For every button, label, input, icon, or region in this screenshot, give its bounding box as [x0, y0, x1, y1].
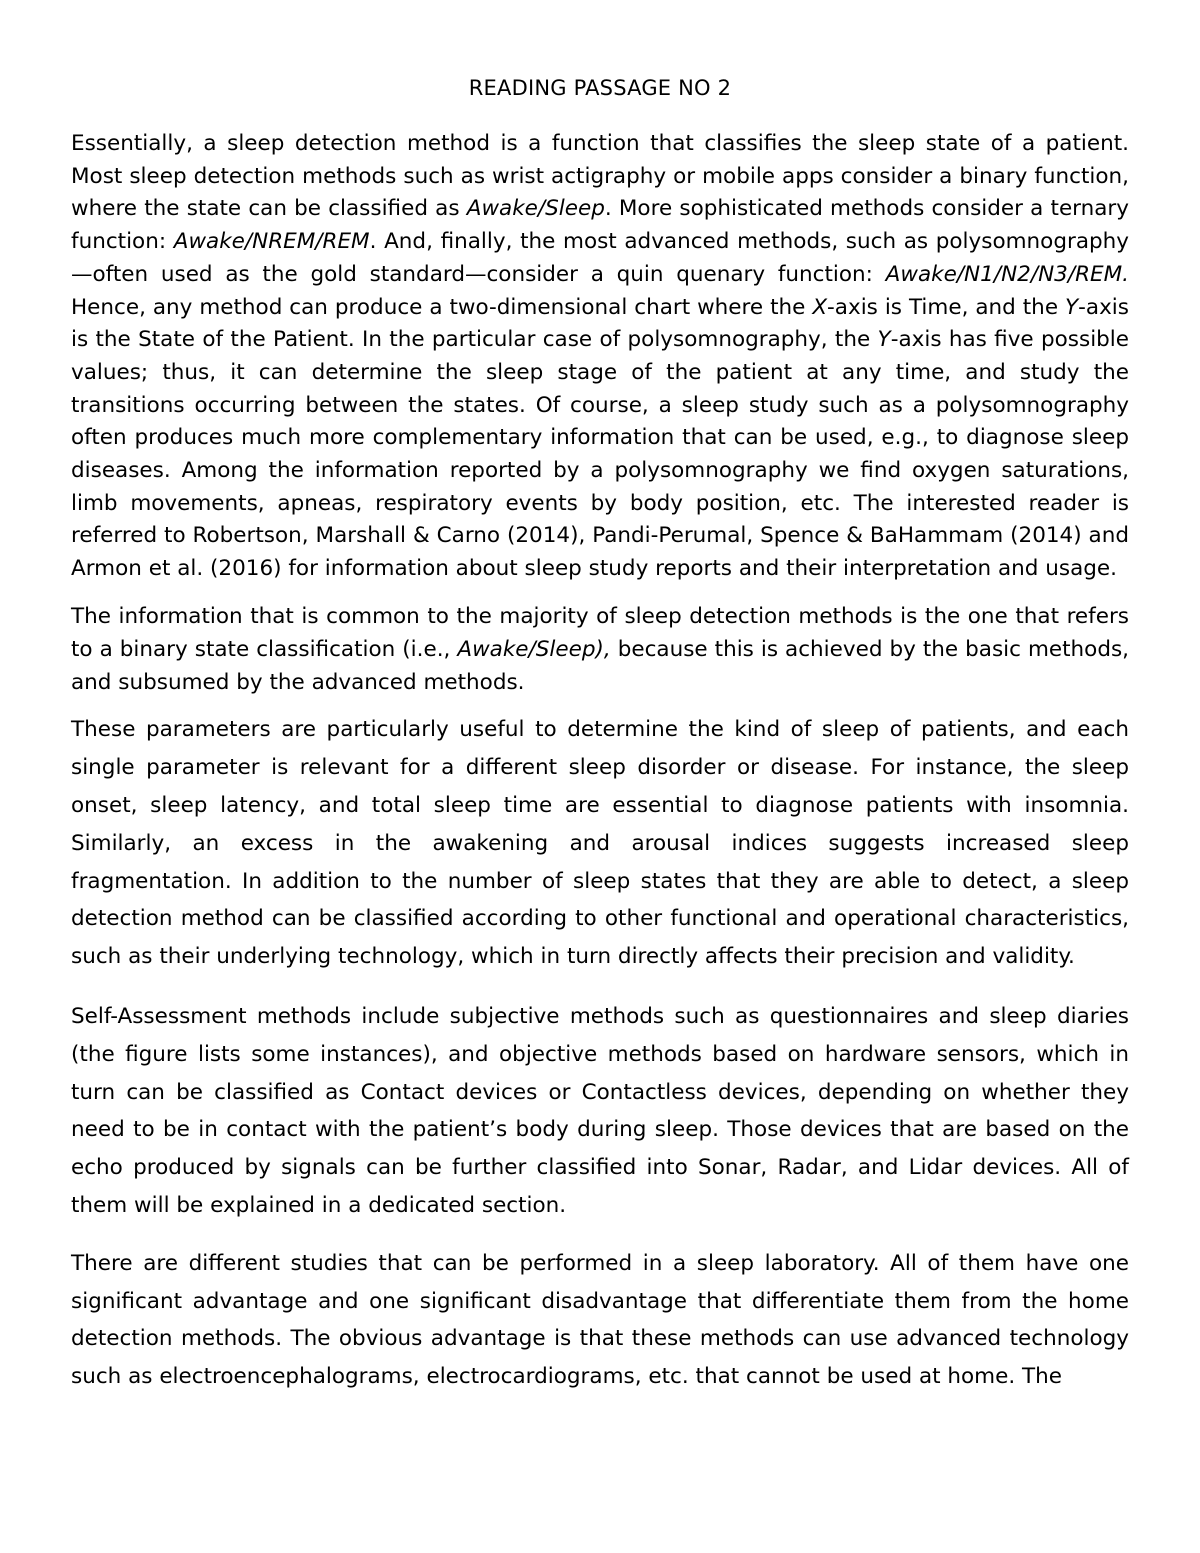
- paragraph-2-italic-awake-sleep: Awake/Sleep),: [457, 637, 611, 663]
- paragraph-2-text-a: The information that is common to the majority of sleep detection methods is the one that refers to a binary state classification (i.e.,: [71, 603, 1129, 663]
- paragraph-1-italic-ternary: Awake/NREM/REM: [173, 229, 370, 255]
- paragraph-2: [71, 600, 1129, 700]
- paragraph-1-text-f: -axis is the State of the Patient. In the particular case of polysomnography, the: [71, 294, 1129, 353]
- paragraph-1-italic-quenary: Awake/N1/N2/N3/REM.: [885, 261, 1129, 287]
- document-page: [71, 72, 1129, 1396]
- paragraph-5: There are different studies that can be performed in a sleep laboratory. All of them have one significant advantage and one significant disadvantage that differentiate them from the home detection methods. The obvious advantage is that these methods can use advanced technology such as electroencephalograms, electrocardiograms, etc. that cannot be used at home. The: [71, 1250, 1129, 1390]
- paragraph-1-text-b: . More sophisticated methods consider a ternary function:: [71, 196, 1129, 255]
- paragraph-2-text-b: because this is achieved by the basic methods, and subsumed by the advanced methods.: [71, 637, 1130, 696]
- paragraph-1-italic-y: Y: [1065, 294, 1079, 320]
- paragraph-1-italic-x: X: [812, 294, 828, 320]
- paragraph-3: These parameters are particularly useful to determine the kind of sleep of patients, and each single parameter is relevant for a different sleep disorder or disease. For instance, the sleep onset, sleep latency, and total sleep time are essential to diagnose patients with insomnia. Similarly, an excess in the awakening and arousal indices suggests increased sleep fragmentation. In addition to the number of sleep states that they are able to detect, a sleep detection method can be classified according to other functional and operational characteristics, such as their underlying technology, which in turn directly affects their precision and validity.: [71, 717, 1129, 970]
- paragraph-1-text-g: -axis has five possible values; thus, it can determine the sleep stage of the patient at any time, and study the transitions occurring between the states. Of course, a sleep study such as a polysomnography often produces much more complementary information that can be used, e.g., to diagnose sleep diseases. Among the information reported by a polysomnography we find oxygen saturations, limb movements, apneas, respiratory events by body position, etc. The interested reader is referred to Robertson, Marshall & Carno (2014), Pandi-Perumal, Spence & BaHammam (2014) and Armon et al. (2016) for information about sleep study reports and their interpretation and usage.: [71, 327, 1130, 582]
- paragraph-4: Self-Assessment methods include subjective methods such as questionnaires and sleep diaries (the figure lists some instances), and objective methods based on hardware sensors, which in turn can be classified as Contact devices or Contactless devices, depending on whether they need to be in contact with the patient’s body during sleep. Those devices that are based on the echo produced by signals can be further classified into Sonar, Radar, and Lidar devices. All of them will be explained in a dedicated section.: [71, 1004, 1129, 1219]
- paragraph-1-text-c: . And, finally, the most advanced methods, such as polysomnography—often used as the gold standard—consider a quin quenary function:: [71, 229, 1129, 287]
- paragraph-1-italic-awake-sleep: Awake/Sleep: [466, 196, 605, 222]
- paragraph-1-text-a: Essentially, a sleep detection method is a function that classifies the sleep state of a patient. Most sleep detection methods such as wrist actigraphy or mobile apps consider a binary function, where the state can be classified as: [71, 131, 1129, 222]
- paragraph-1-italic-y-2: Y: [877, 327, 891, 353]
- passage-title: READING PASSAGE NO 2: [468, 76, 732, 100]
- paragraph-1-text-e: -axis is Time, and the: [827, 294, 1065, 320]
- paragraph-1: [71, 128, 1129, 586]
- paragraph-1-text-d: Hence, any method can produce a two-dimensional chart where the: [71, 294, 813, 320]
